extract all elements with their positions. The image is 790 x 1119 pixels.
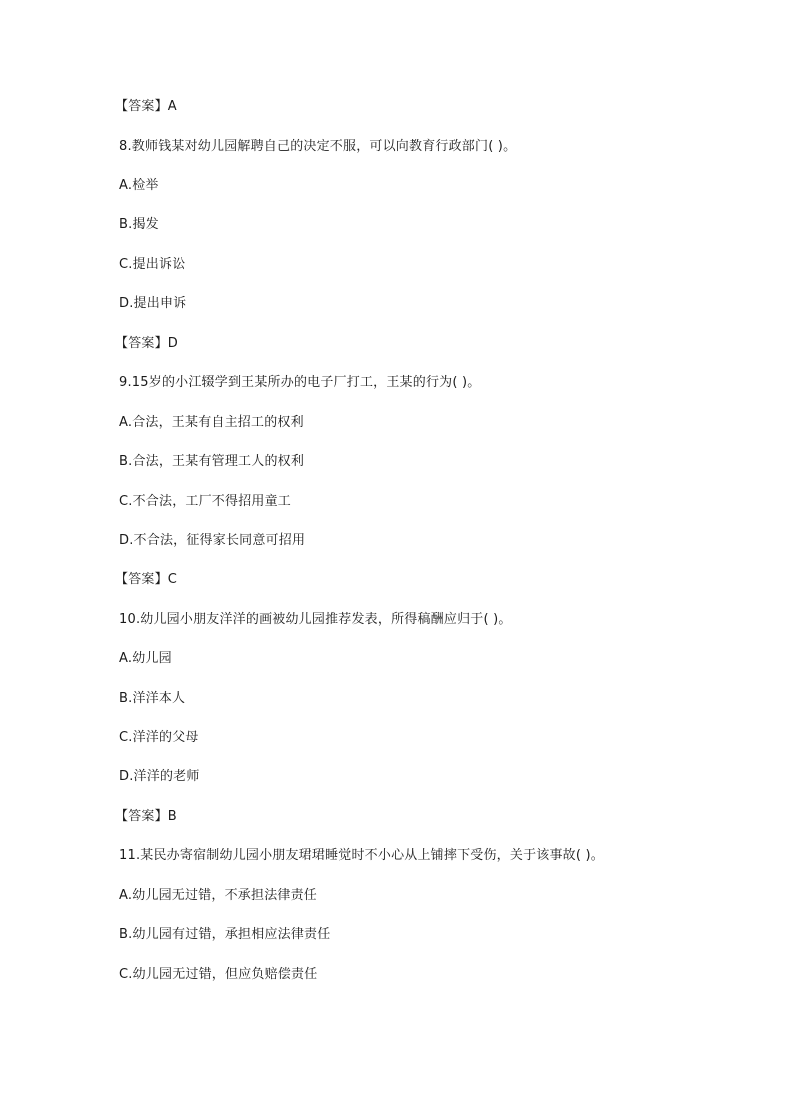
option-line: C.幼儿园无过错，但应负赔偿责任 [119, 967, 318, 982]
answer-line: 【答案】B [115, 809, 177, 824]
option-line: D.洋洋的老师 [119, 769, 200, 784]
option-line: D.提出申诉 [119, 296, 187, 311]
answer-line: 【答案】D [115, 336, 179, 351]
option-line: A.合法，王某有自主招工的权利 [119, 415, 304, 430]
option-line: B.洋洋本人 [119, 691, 186, 706]
question-8: 8.教师钱某对幼儿园解聘自己的决定不服，可以向教育行政部门( )。 [119, 139, 517, 154]
option-line: D.不合法，征得家长同意可招用 [119, 533, 306, 548]
option-line: C.不合法，工厂不得招用童工 [119, 494, 292, 509]
answer-line: 【答案】A [115, 99, 177, 114]
option-line: B.揭发 [119, 217, 159, 232]
option-line: A.幼儿园无过错，不承担法律责任 [119, 888, 317, 903]
option-line: A.幼儿园 [119, 651, 172, 666]
option-line: A.检举 [119, 178, 159, 193]
option-line: C.提出诉讼 [119, 257, 186, 272]
answer-line: 【答案】C [115, 572, 178, 587]
option-line: B.幼儿园有过错，承担相应法律责任 [119, 927, 331, 942]
option-line: C.洋洋的父母 [119, 730, 199, 745]
question-11: 11.某民办寄宿制幼儿园小朋友珺珺睡觉时不小心从上铺摔下受伤，关于该事故( )。 [119, 848, 604, 863]
question-10: 10.幼儿园小朋友洋洋的画被幼儿园推荐发表，所得稿酬应归于( )。 [119, 612, 512, 627]
option-line: B.合法，王某有管理工人的权利 [119, 454, 305, 469]
question-9: 9.15岁的小江辍学到王某所办的电子厂打工，王某的行为( )。 [119, 375, 481, 390]
